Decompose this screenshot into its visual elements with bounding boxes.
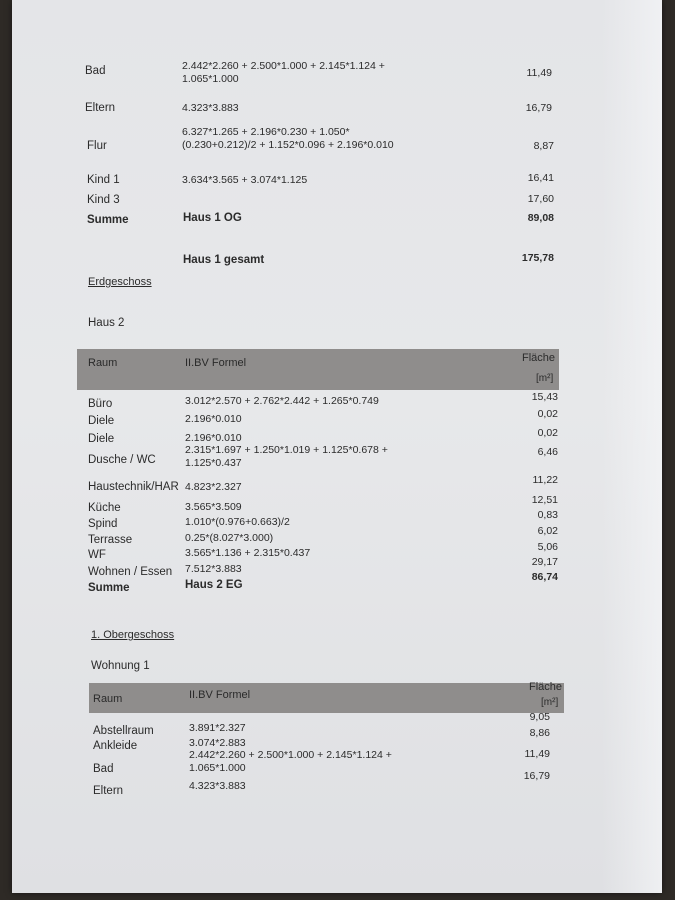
row-value: 8,86: [529, 727, 550, 739]
section-heading: Erdgeschoss: [88, 276, 152, 288]
row-label: Bad: [93, 763, 114, 775]
row-value: 15,43: [531, 391, 558, 403]
sum-name: Haus 2 EG: [185, 579, 243, 591]
row-value: 16,79: [525, 102, 552, 114]
row-value: 0,02: [537, 408, 558, 420]
row-value: 11,49: [524, 748, 550, 760]
unit-label: Wohnung 1: [91, 660, 150, 672]
row-label: Eltern: [85, 102, 116, 114]
row-label: Dusche / WC: [88, 454, 156, 466]
row-formula: 3.565*3.509: [185, 501, 242, 513]
row-label: Wohnen / Essen: [88, 566, 173, 578]
row-formula: 2.442*2.260 + 2.500*1.000 + 2.145*1.124 + 1.065*1.000: [189, 749, 392, 774]
row-formula: 3.012*2.570 + 2.762*2.442 + 1.265*0.749: [185, 395, 379, 407]
row-formula: 2.315*1.697 + 1.250*1.019 + 1.125*0.678 + 1.125*0.437: [185, 444, 388, 469]
row-value: 6,02: [537, 525, 558, 537]
row-value: 9,05: [529, 711, 550, 723]
row-value: 6,46: [537, 446, 558, 458]
header-flaeche: Fläche: [529, 681, 563, 693]
row-value: 29,17: [531, 556, 558, 568]
row-formula: 2.196*0.010: [185, 413, 242, 425]
row-value: 11,22: [532, 474, 558, 486]
header-raum: Raum: [93, 693, 123, 705]
row-value: 0,02: [537, 427, 558, 439]
row-label: Spind: [88, 518, 118, 530]
header-formel: II.BV Formel: [189, 689, 251, 701]
document-page: [12, 0, 662, 893]
row-label: Bad: [85, 65, 106, 77]
row-formula: 1.010*(0.976+0.663)/2: [185, 516, 290, 528]
table-header: [89, 683, 564, 713]
row-label: Ankleide: [93, 740, 138, 752]
row-value: 12,51: [531, 494, 558, 506]
row-value: 5,06: [537, 541, 558, 553]
row-formula: 7.512*3.883: [185, 563, 242, 575]
row-value: 8,87: [533, 140, 554, 152]
row-formula: 3.074*2.883: [189, 737, 246, 749]
row-formula: 2.196*0.010: [185, 432, 242, 444]
header-unit: [m²]: [536, 373, 554, 384]
sum-label: Summe: [87, 214, 129, 226]
section-heading: 1. Obergeschoss: [91, 629, 175, 641]
row-formula: 3.634*3.565 + 3.074*1.125: [182, 174, 308, 186]
row-label: Diele: [88, 433, 115, 445]
row-formula: 6.327*1.265 + 2.196*0.230 + 1.050*(0.230+0.212)/2 + 1.152*0.096 + 2.196*0.010: [182, 126, 394, 151]
row-value: 16,79: [523, 770, 550, 782]
header-formel: II.BV Formel: [185, 357, 247, 369]
house-label: Haus 2: [88, 317, 125, 329]
row-formula: 3.565*1.136 + 2.315*0.437: [185, 547, 311, 559]
row-label: Kind 1: [87, 174, 120, 186]
header-flaeche: Fläche: [522, 352, 556, 364]
sum-label: Summe: [88, 582, 130, 594]
row-label: Flur: [87, 140, 107, 152]
row-label: Kind 3: [87, 194, 120, 206]
table-header: [77, 349, 559, 390]
row-label: Terrasse: [88, 534, 133, 546]
row-label: Büro: [88, 398, 113, 410]
row-label: Haustechnik/HAR: [88, 481, 179, 493]
header-raum: Raum: [88, 357, 118, 369]
row-value: 17,60: [527, 193, 554, 205]
row-formula: 0.25*(8.027*3.000): [185, 532, 274, 544]
row-formula: 4.323*3.883: [182, 102, 239, 114]
row-formula: 3.891*2.327: [189, 722, 246, 734]
row-formula: 4.323*3.883: [189, 780, 246, 792]
row-label: Abstellraum: [93, 725, 154, 737]
row-value: 11,49: [526, 67, 552, 79]
sum-name: Haus 1 OG: [183, 212, 242, 224]
row-label: WF: [88, 549, 106, 561]
total-name: Haus 1 gesamt: [183, 254, 265, 266]
row-formula: 2.442*2.260 + 2.500*1.000 + 2.145*1.124 + 1.065*1.000: [182, 60, 385, 85]
row-label: Eltern: [93, 785, 124, 797]
row-value: 0,83: [537, 509, 558, 521]
row-label: Küche: [88, 502, 121, 514]
row-formula: 4.823*2.327: [185, 481, 242, 493]
sum-value: 89,08: [527, 212, 554, 224]
total-value: 175,78: [521, 252, 554, 264]
sum-value: 86,74: [531, 571, 558, 583]
header-unit: [m²]: [541, 697, 559, 708]
row-value: 16,41: [527, 172, 554, 184]
row-label: Diele: [88, 415, 115, 427]
